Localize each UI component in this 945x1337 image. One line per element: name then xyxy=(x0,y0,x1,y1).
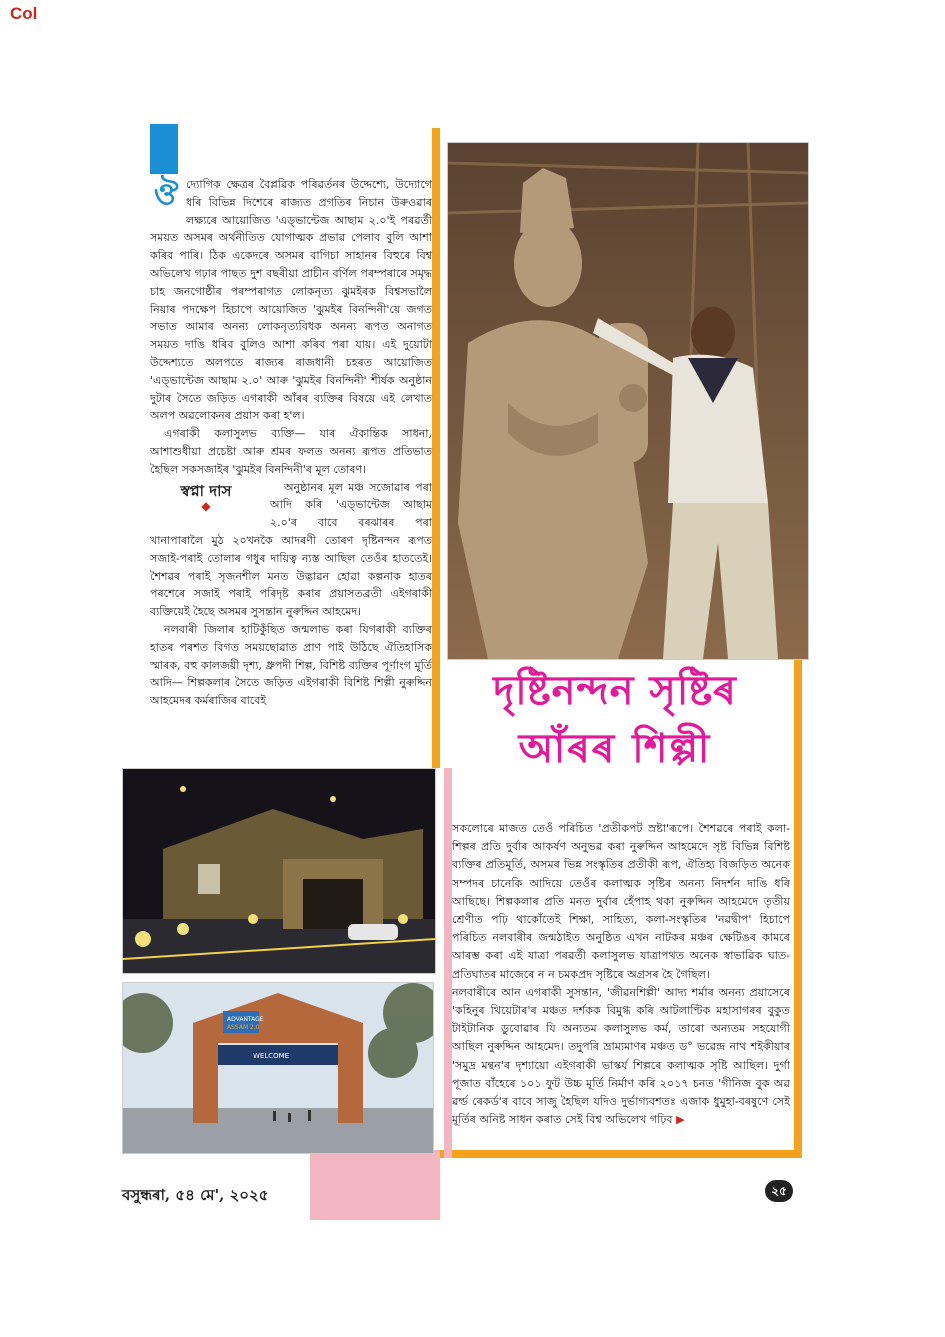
headline-line-2: আঁৰৰ শিল্পী xyxy=(518,726,712,772)
gate-banner-text-1: ADVANTAGE xyxy=(227,1016,264,1023)
right-paragraph-2-text: নলবাৰীৰে আন এগৰাকী সুসন্তান, 'জীৱনশিল্পী' আদ্য শৰ্মাৰ অনন্য প্ৰয়াসেৰে 'কহিনুৰ থিয়েটাৰ'ৰ মঞ্চত দৰ্শকক বিমুগ্ধ কৰি আটলাণ্টিক মহাসাগৰৰ বুকুত টাইটানিক ডুবোৱাৰ যি অন্যতম কলাসুলভ কৰ্ম, তাৰো অন্যতম সহযোগী আছিল নুৰুদ্দিন আহমেদ। তদুপৰি ভ্ৰাম্যমাণৰ মঞ্চত ড° ভৱেন্দ্ৰ নাথ শইকীয়াৰ 'সমুদ্ৰ মন্থন'ৰ দৃশ্যায়ো এইগৰাকী ভাস্কৰ্য শিল্পৰে কলাত্মক সৃষ্টি আছিল। দুৰ্গা পূজাত বাঁহেৰে ১০১ ফুট উচ্চ মূৰ্তি নিৰ্মাণ কৰি ২০১৭ চনত 'গীনিজ বুক অৱ ৱৰ্ল্ড ৰেকৰ্ড'ৰ বাবে সাজু হৈছিল যদিও দুৰ্ভাগ্যবশতঃ এজাক ধুমুহা-বৰষুণে সেই মূৰ্তিৰ অনিষ্ট সাধন কৰাত সেই বিশ্ব অভিলেখ গঢ়িব xyxy=(452,985,790,1127)
diamond-icon: ◆ xyxy=(201,499,211,514)
orange-frame-bottom xyxy=(432,1150,802,1158)
gate-welcome-text: WELCOME xyxy=(253,1052,290,1060)
footer-publication: বসুন্ধৰা, ৫৪ মে', ২০২৫ xyxy=(122,1186,269,1204)
author-name: স্বপ্না দাস xyxy=(180,481,232,500)
article-headline xyxy=(440,662,790,778)
article-left-column xyxy=(150,176,432,710)
article-right-column xyxy=(452,820,790,1129)
left-paragraph-2: এগৰাকী কলাসুলভ ব্যক্তি— যাৰ ঐকান্তিক সাধনা, আশাশুধীয়া প্ৰচেষ্টা আৰু শ্ৰমৰ ফলত অনন্য ৰূপত প্ৰতিভাত হৈছিল সকসজাইৰ 'ঝুমইৰ বিনন্দিনী'ৰ মূল তোৰণ। xyxy=(150,427,432,476)
corner-tag: Col xyxy=(10,4,38,23)
page-number: ২৫ xyxy=(765,1180,793,1202)
left-paragraph-3: অনুষ্ঠানৰ মূল মঞ্চ সজোৱাৰ পৰা আদি কৰি 'এড্‌ভান্টেজ আছাম ২.০'ৰ বাবে বৰঝাৰৰ পৰা খানাপাৰালৈ মুঠ ২০খনকৈ আদৰণী তোৰণ দৃষ্টিনন্দন ৰূপত সজাই-পৰাই তোলাৰ গধুৰ দায়িত্ব ন্যস্ত আছিল তেওঁৰ হাততেই। শৈশৱৰ পৰাই সৃজনশীল মনত উদ্ভাৱন হোৱা কল্পনাক হাতৰ পৰশেৰে সজাই পৰাই পৰিদৃষ্ট কৰাৰ প্ৰয়াসতব্ৰতী এইগৰাকী ব্যক্তিয়েই হৈছে অসমৰ সুসন্তান নুৰুদ্দিন আহমেদ। xyxy=(150,480,432,619)
orange-frame-right xyxy=(794,640,802,1158)
continue-arrow-icon: ▶ xyxy=(672,1113,685,1127)
dropcap: ঔ xyxy=(150,178,182,212)
pink-frame-bottom xyxy=(310,1150,440,1220)
author-byline xyxy=(150,483,262,513)
advantage-assam-gate-photo xyxy=(122,982,434,1154)
night-gate-photo xyxy=(122,768,436,974)
sculptor-photo xyxy=(447,142,809,660)
gate-banner-text-2: ASSAM 2.0 xyxy=(227,1024,260,1031)
right-paragraph-2 xyxy=(452,984,790,1130)
right-paragraph-1: সকলোৰে মাজত তেওঁ পৰিচিত 'প্ৰতীকপট স্ৰষ্টা'ৰূপে। শৈশৱৰে পৰাই কলা-শিল্পৰ প্ৰতি দুৰ্বাৰ আকৰ্ষণ অনুভৱ কৰা নুৰুদ্দিন আহমেদে সৃষ্ট বিভিন্ন বিশিষ্ট ব্যক্তিৰ প্ৰতিমূৰ্তি, অসমৰ ভিন্ন সংস্কৃতিৰ প্ৰতীকী ৰূপ, ঐতিহ্য বিজড়িত অনেক সম্পদৰ চানেকি আদিয়ে তেওঁৰ কলাত্মক সৃষ্টিৰ অনন্য নিদৰ্শন দাঙি ধৰি আছিছে। শিল্পকলাৰ প্ৰতি মনত দুৰ্বাৰ হেঁপাহ থকা নুৰুদ্দিন আহমেদে তৃতীয় শ্ৰেণীত পঢ়ি থাকোঁতেই শিক্ষা, সাহিত্য, কলা-সংস্কৃতিৰ 'নৱদ্বীপ' হিচাপে পৰিচিত নলবাৰীৰ জন্মঠাইত অনুষ্ঠিত এখন নাটকৰ মঞ্চৰ ক্ষেটিঙৰ কামৰে আৰম্ভ কৰা এই যাত্ৰা পৰৱৰ্তী কলাসুলভ যাত্ৰাপথত অনেক স্বাভাৱিক ঘাত-প্ৰতিঘাতৰ মাজেৰে ন ন চমকপ্ৰদ সৃষ্টিৰে অগ্ৰসৰ হৈ গৈছিল। xyxy=(452,822,790,981)
orange-frame-left xyxy=(432,128,440,768)
pink-frame-right xyxy=(444,768,452,1158)
blue-accent-block xyxy=(150,124,178,174)
left-paragraph-1: দ্যোগিক ক্ষেত্ৰৰ বৈপ্লৱিক পৰিৱৰ্তনৰ উদ্দেশ্যে, উদ্যোগে ধৰি বিভিন্ন দিশেৰে ৰাজ্যত প্ৰগতিৰ নিচান উৰুওৱাৰ লক্ষ্যৰে আয়োজিত 'এড্‌ভান্টেজ আছাম ২.০'ই পৰৱৰ্তী সময়ত অসমৰ অৰ্থনীতিত যোগাত্মক প্ৰভাৱ পেলাব বুলি আশা কৰিব পাৰি। ঠিক একেদৰে অসমৰ বাগিচা সাহানৰ বিহুৰে বিশ্ব অভিলেখ গঢ়াৰ পাছত দুশ বছৰীয়া প্ৰাচীন বৰ্ণিল পৰম্পৰাৰে সমৃদ্ধ চাহ জনগোষ্ঠীৰ পৰম্পৰাগত লোকনৃত্য ঝুমইৰক বিশ্বসভালৈ নিয়াৰ পদক্ষেপ হিচাপে আয়োজিত 'ঝুমইৰ বিনন্দিনী'য়ে জগত সভাত আমাৰ অনন্য লোকনৃত্যবিধক অনন্য ৰূপত অনাগত সময়ত দাঙি ধৰিব বুলিও আশা কৰিব পৰা যায়। এই দুয়োটা উদ্দেশ্যতে অলপতে ৰাজ্যৰ ৰাজধানী চহৰত আয়োজিত 'এড্‌ভান্টেজ আছাম ২.০' আৰু 'ঝুমইৰ বিনন্দিনী' শীৰ্ষক অনুষ্ঠান দুটাৰ সৈতে জড়িত এগৰাকী আঁৰৰ ব্যক্তিৰ বিষয়ে এই লেখাত অলপ অৱলোকনৰ প্ৰয়াস কৰা হ'ল। xyxy=(150,178,432,423)
headline-line-1: দৃষ্টিনন্দন সৃষ্টিৰ xyxy=(493,668,737,714)
left-paragraph-4: নলবাৰী জিলাৰ হাটিকুঁছিত জন্মলাভ কৰা যিগৰাকী ব্যক্তিৰ হাতৰ পৰশত বিগত সময়ছোৱাত প্ৰাণ পাই উঠিছে ঐতিহাসিক স্মাৰক, বহু কালজয়ী দৃশ্য, ধ্ৰুপদী শিল্প, বিশিষ্ট ব্যক্তিৰ পূৰ্ণাংগ মূৰ্তি আদি— শিল্পকলাৰ সৈতে জড়িত এইগৰাকী বিশিষ্ট শিল্পী নুৰুদ্দিন আহমেদৰ কৰ্মৰাজিৰ বাবেই xyxy=(150,622,432,708)
